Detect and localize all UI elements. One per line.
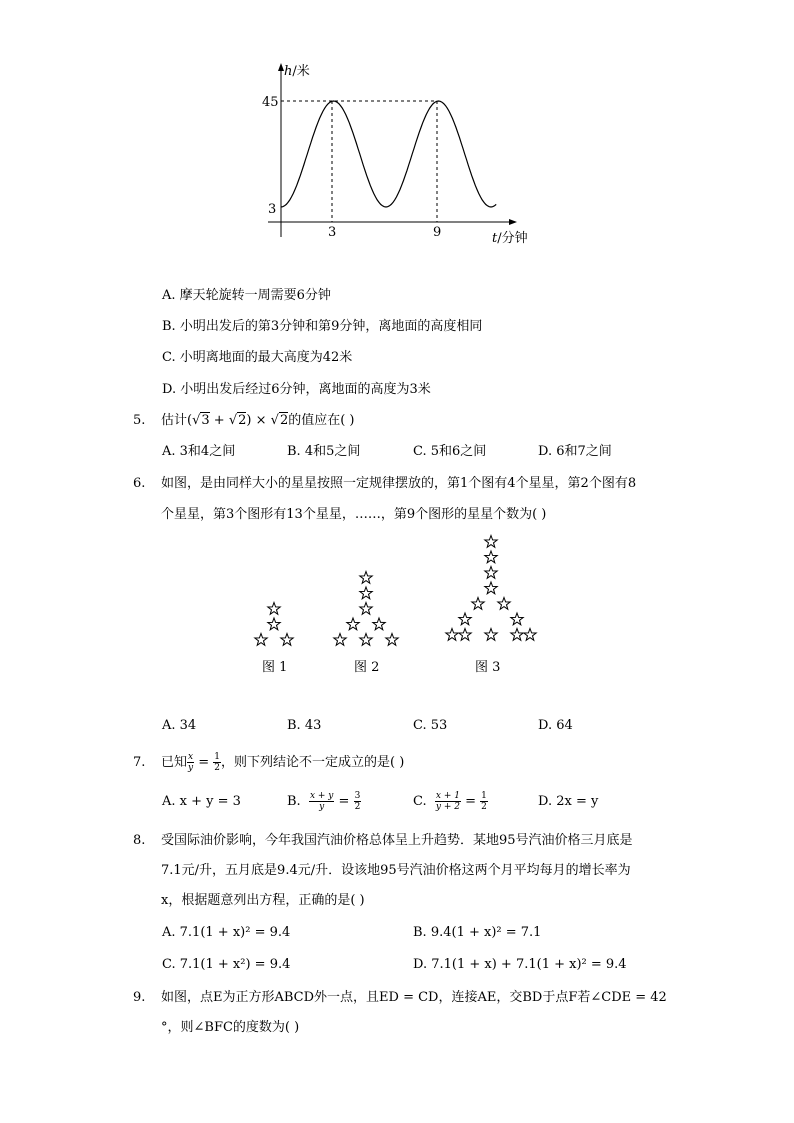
- q6-option-b: B. 43: [287, 718, 322, 733]
- q5-option-d: D. 6和7之间: [538, 444, 612, 459]
- star-fig2: [360, 603, 372, 615]
- y-tick-3: 3: [268, 202, 277, 217]
- figure-3-caption: 图 3: [475, 660, 501, 675]
- q6-option-d: D. 64: [538, 718, 573, 733]
- height-curve: [281, 101, 496, 207]
- star-fig3: [446, 629, 458, 641]
- q4-option-b: B. 小明出发后的第3分钟和第9分钟，离地面的高度相同: [162, 319, 483, 334]
- q6-option-a: A. 34: [162, 718, 197, 733]
- star-fig3: [485, 551, 497, 563]
- q9-stem-line2: °，则∠BFC的度数为( ): [161, 1020, 300, 1035]
- star-fig2: [360, 587, 372, 599]
- x-axis-arrow: [509, 219, 517, 225]
- q5-option-c: C. 5和6之间: [413, 444, 487, 459]
- star-fig3: [485, 629, 497, 641]
- star-fig3: [472, 598, 484, 610]
- star-fig3: [459, 629, 471, 641]
- star-fig2: [386, 634, 398, 646]
- star-fig3: [524, 629, 536, 641]
- q7-option-a: A. x + y = 3: [162, 794, 241, 809]
- q5-stem: 估计(√3 + √2) × √2的值应在( ): [161, 413, 355, 428]
- height-time-graph: [250, 55, 550, 255]
- q8-stem-line3: x，根据题意列出方程，正确的是( ): [161, 893, 365, 908]
- q8-number: 8.: [133, 833, 146, 848]
- star-fig2: [334, 634, 346, 646]
- star-fig3: [485, 582, 497, 594]
- star-fig1: [281, 634, 293, 646]
- q7-option-b: B. $\frac{x + y}{y}$ = $\frac{3}{2}$: [287, 791, 361, 812]
- q4-option-d: D. 小明出发后经过6分钟，离地面的高度为3米: [162, 382, 431, 397]
- q7-stem: 已知 $\frac{x}{y}$ = $\frac{1}{2}$ ，则下列结论不一定成立的是( ): [161, 752, 405, 773]
- star-pattern-figure: [240, 528, 560, 653]
- q9-number: 9.: [133, 990, 146, 1005]
- q9-stem-line1: 如图，点E为正方形ABCD外一点，且ED = CD，连接AE，交BD于点F若∠CDE = 42: [161, 990, 667, 1005]
- star-fig3: [511, 629, 523, 641]
- q7-number: 7.: [133, 755, 146, 770]
- q8-option-a: A. 7.1(1 + x)² = 9.4: [162, 925, 291, 940]
- star-fig2: [373, 618, 385, 630]
- star-fig1: [268, 603, 280, 615]
- x-tick-9: 9: [433, 225, 442, 240]
- q8-stem-line1: 受国际油价影响，今年我国汽油价格总体呈上升趋势．某地95号汽油价格三月底是: [161, 833, 633, 848]
- q6-stem-line2: 个星星，第3个图形有13个星星，……，第9个图形的星星个数为( ): [161, 507, 547, 522]
- y-tick-45: 45: [262, 95, 279, 110]
- q8-stem-line2: 7.1元/升，五月底是9.4元/升．设该地95号汽油价格这两个月平均每月的增长率为: [161, 863, 631, 878]
- star-fig2: [360, 572, 372, 584]
- q8-option-b: B. 9.4(1 + x)² = 7.1: [413, 925, 542, 940]
- q6-number: 6.: [133, 476, 146, 491]
- q6-stem-line1: 如图，是由同样大小的星星按照一定规律摆放的，第1个图有4个星星，第2个图有8: [161, 476, 637, 491]
- q5-option-b: B. 4和5之间: [287, 444, 361, 459]
- star-fig2: [360, 634, 372, 646]
- star-fig3: [511, 613, 523, 625]
- star-fig3: [485, 536, 497, 548]
- star-fig3: [459, 613, 471, 625]
- y-axis-label: h/米: [284, 64, 310, 79]
- q4-option-c: C. 小明离地面的最大高度为42米: [162, 350, 353, 365]
- star-fig3: [485, 567, 497, 579]
- q4-option-a: A. 摩天轮旋转一周需要6分钟: [162, 288, 331, 303]
- star-fig2: [347, 618, 359, 630]
- q8-option-d: D. 7.1(1 + x) + 7.1(1 + x)² = 9.4: [413, 957, 627, 972]
- star-fig1: [255, 634, 267, 646]
- q6-option-c: C. 53: [413, 718, 448, 733]
- q7-option-d: D. 2x = y: [538, 794, 599, 809]
- star-fig1: [268, 618, 280, 630]
- figure-1-caption: 图 1: [262, 660, 288, 675]
- x-tick-3: 3: [328, 225, 337, 240]
- q5-number: 5.: [133, 413, 146, 428]
- q7-option-c: C. $\frac{x + 1}{y + 2}$ = $\frac{1}{2}$: [413, 791, 487, 812]
- x-axis-label: t/分钟: [492, 231, 528, 246]
- q5-option-a: A. 3和4之间: [162, 444, 236, 459]
- q8-option-c: C. 7.1(1 + x²) = 9.4: [162, 957, 291, 972]
- star-fig3: [498, 598, 510, 610]
- figure-2-caption: 图 2: [354, 660, 380, 675]
